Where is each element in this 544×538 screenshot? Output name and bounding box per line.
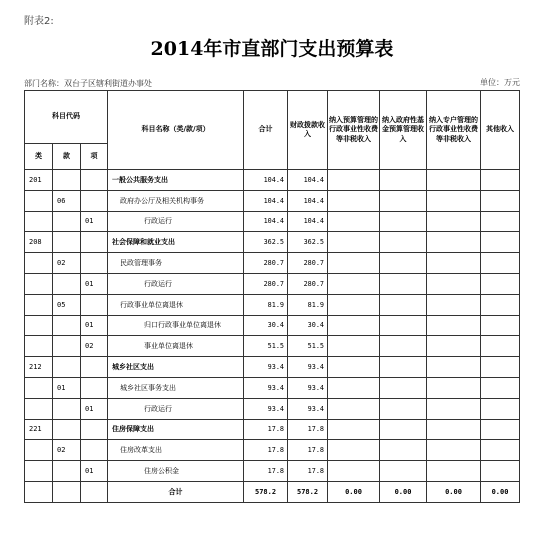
cell-fiscal: 104.4 (288, 170, 328, 191)
attachment-label: 附表2: (24, 16, 54, 27)
cell-special-fiscal (328, 336, 380, 357)
cell-xiang (81, 357, 108, 378)
cell-gov-fund (380, 315, 427, 336)
cell-fiscal: 93.4 (288, 398, 328, 419)
cell-xiang (81, 253, 108, 274)
cell-xiang: 01 (81, 273, 108, 294)
cell-lei (25, 294, 53, 315)
totals-total: 578.2 (244, 481, 288, 502)
cell-gov-fund (380, 190, 427, 211)
cell-total: 81.9 (244, 294, 288, 315)
cell-gov-fund (380, 357, 427, 378)
cell-special-fiscal (328, 315, 380, 336)
cell-special-fiscal (328, 190, 380, 211)
cell-lei (25, 211, 53, 232)
cell-special-fiscal (328, 357, 380, 378)
header-other: 其他收入 (481, 91, 520, 170)
cell-xiang (81, 232, 108, 253)
cell-xiang: 01 (81, 315, 108, 336)
cell-fiscal: 17.8 (288, 419, 328, 440)
cell-lei: 212 (25, 357, 53, 378)
cell-lei (25, 377, 53, 398)
cell-other (481, 315, 520, 336)
cell-special-account (427, 211, 481, 232)
cell-lei: 221 (25, 419, 53, 440)
cell-xiang: 01 (81, 398, 108, 419)
table-row (25, 294, 520, 315)
header-code-group: 科目代码 (25, 91, 108, 144)
cell-lei (25, 440, 53, 461)
cell-special-account (427, 377, 481, 398)
cell-xiang: 01 (81, 211, 108, 232)
table-row (25, 211, 520, 232)
cell-other (481, 398, 520, 419)
cell-lei: 208 (25, 232, 53, 253)
cell-total: 104.4 (244, 211, 288, 232)
cell-xiang: 02 (81, 336, 108, 357)
table-row (25, 315, 520, 336)
cell-other (481, 440, 520, 461)
cell-total: 93.4 (244, 398, 288, 419)
cell-special-account (427, 315, 481, 336)
table-row (25, 232, 520, 253)
cell-special-fiscal (328, 211, 380, 232)
cell-special-fiscal (328, 294, 380, 315)
cell-subject-name: 行政事业单位离退休 (108, 294, 244, 315)
cell-xiang (81, 440, 108, 461)
cell-special-fiscal (328, 253, 380, 274)
totals-label: 合计 (108, 481, 244, 502)
cell-kuan: 02 (53, 440, 81, 461)
cell-special-account (427, 461, 481, 482)
totals-special-fiscal: 0.00 (328, 481, 380, 502)
header-total: 合计 (244, 91, 288, 170)
totals-fiscal: 578.2 (288, 481, 328, 502)
cell-lei (25, 315, 53, 336)
header-xiang: 项 (81, 144, 108, 170)
cell-fiscal: 30.4 (288, 315, 328, 336)
cell-subject-name: 事业单位离退休 (108, 336, 244, 357)
header-name: 科目名称（类/款/项） (108, 91, 244, 170)
cell-subject-name: 行政运行 (108, 211, 244, 232)
table-row (25, 253, 520, 274)
cell-kuan (53, 419, 81, 440)
cell-special-account (427, 357, 481, 378)
cell-xiang (81, 170, 108, 191)
cell-special-account (427, 253, 481, 274)
budget-table (24, 90, 520, 503)
table-row (25, 377, 520, 398)
cell-fiscal: 362.5 (288, 232, 328, 253)
cell-special-account (427, 336, 481, 357)
cell-kuan (53, 232, 81, 253)
totals-row (25, 481, 520, 502)
cell-special-fiscal (328, 398, 380, 419)
cell-kuan (53, 398, 81, 419)
table-row (25, 419, 520, 440)
cell-other (481, 336, 520, 357)
cell-total: 51.5 (244, 336, 288, 357)
header-lei: 类 (25, 144, 53, 170)
header-special-account: 纳入专户管理的行政事业性收费等非税收入 (427, 91, 481, 170)
cell-gov-fund (380, 211, 427, 232)
cell-special-account (427, 419, 481, 440)
cell-lei (25, 336, 53, 357)
cell-subject-name: 归口行政事业单位离退休 (108, 315, 244, 336)
cell-special-account (427, 190, 481, 211)
cell-total: 280.7 (244, 253, 288, 274)
cell-kuan: 01 (53, 377, 81, 398)
cell-lei (25, 273, 53, 294)
cell-gov-fund (380, 440, 427, 461)
cell-kuan (53, 315, 81, 336)
table-row (25, 170, 520, 191)
cell-gov-fund (380, 336, 427, 357)
cell-total: 362.5 (244, 232, 288, 253)
cell-kuan (53, 211, 81, 232)
totals-special-account: 0.00 (427, 481, 481, 502)
cell-other (481, 357, 520, 378)
cell-special-fiscal (328, 440, 380, 461)
cell-subject-name: 政府办公厅及相关机构事务 (108, 190, 244, 211)
cell-special-account (427, 294, 481, 315)
cell-gov-fund (380, 377, 427, 398)
cell-subject-name: 住房公积金 (108, 461, 244, 482)
cell-fiscal: 51.5 (288, 336, 328, 357)
cell-kuan (53, 357, 81, 378)
totals-other: 0.00 (481, 481, 520, 502)
cell-total: 17.8 (244, 461, 288, 482)
cell-subject-name: 城乡社区支出 (108, 357, 244, 378)
cell-special-fiscal (328, 419, 380, 440)
cell-other (481, 273, 520, 294)
cell-fiscal: 104.4 (288, 190, 328, 211)
cell-subject-name: 一般公共服务支出 (108, 170, 244, 191)
cell-subject-name: 民政管理事务 (108, 253, 244, 274)
cell-special-account (427, 232, 481, 253)
cell-special-fiscal (328, 461, 380, 482)
page-title: 2014年市直部门支出预算表 (150, 38, 394, 60)
cell-other (481, 461, 520, 482)
cell-lei: 201 (25, 170, 53, 191)
cell-subject-name: 城乡社区事务支出 (108, 377, 244, 398)
header-fiscal: 财政拨款收入 (288, 91, 328, 170)
cell-kuan (53, 170, 81, 191)
cell-kuan: 02 (53, 253, 81, 274)
cell-other (481, 377, 520, 398)
cell-kuan: 05 (53, 294, 81, 315)
table-row (25, 398, 520, 419)
cell-total: 93.4 (244, 377, 288, 398)
cell-special-fiscal (328, 232, 380, 253)
table-row (25, 273, 520, 294)
table-row (25, 440, 520, 461)
cell-gov-fund (380, 398, 427, 419)
cell-kuan (53, 273, 81, 294)
cell-special-account (427, 170, 481, 191)
cell-subject-name: 行政运行 (108, 398, 244, 419)
totals-gov-fund: 0.00 (380, 481, 427, 502)
table-row (25, 357, 520, 378)
cell-fiscal: 17.8 (288, 461, 328, 482)
cell-lei (25, 190, 53, 211)
cell-special-fiscal (328, 170, 380, 191)
cell-lei (25, 398, 53, 419)
cell-kuan (53, 461, 81, 482)
cell-other (481, 211, 520, 232)
cell-kuan: 06 (53, 190, 81, 211)
cell-other (481, 419, 520, 440)
cell-other (481, 170, 520, 191)
cell-special-fiscal (328, 273, 380, 294)
cell-special-account (427, 398, 481, 419)
cell-subject-name: 社会保障和就业支出 (108, 232, 244, 253)
header-kuan: 款 (53, 144, 81, 170)
unit-label: 单位：万元 (480, 78, 520, 87)
cell-total: 93.4 (244, 357, 288, 378)
cell-fiscal: 280.7 (288, 273, 328, 294)
cell-xiang (81, 377, 108, 398)
cell-total: 104.4 (244, 170, 288, 191)
cell-other (481, 294, 520, 315)
header-gov-fund: 纳入政府性基金预算管理收入 (380, 91, 427, 170)
cell-fiscal: 104.4 (288, 211, 328, 232)
cell-other (481, 253, 520, 274)
header-special-fiscal: 纳入预算管理的行政事业性收费等非税收入 (328, 91, 380, 170)
table-row (25, 461, 520, 482)
cell-total: 30.4 (244, 315, 288, 336)
cell-special-account (427, 273, 481, 294)
cell-fiscal: 280.7 (288, 253, 328, 274)
cell-total: 104.4 (244, 190, 288, 211)
department-label: 部门名称：双台子区辖利街道办事处 (24, 79, 152, 88)
cell-other (481, 232, 520, 253)
cell-lei (25, 253, 53, 274)
cell-xiang (81, 294, 108, 315)
cell-subject-name: 住房改革支出 (108, 440, 244, 461)
cell-gov-fund (380, 170, 427, 191)
cell-gov-fund (380, 232, 427, 253)
cell-gov-fund (380, 419, 427, 440)
cell-total: 17.8 (244, 419, 288, 440)
cell-fiscal: 81.9 (288, 294, 328, 315)
cell-fiscal: 93.4 (288, 357, 328, 378)
table-row (25, 190, 520, 211)
cell-gov-fund (380, 273, 427, 294)
cell-kuan (53, 336, 81, 357)
cell-special-fiscal (328, 377, 380, 398)
cell-xiang: 01 (81, 461, 108, 482)
cell-other (481, 190, 520, 211)
cell-xiang (81, 190, 108, 211)
cell-total: 17.8 (244, 440, 288, 461)
cell-xiang (81, 419, 108, 440)
cell-gov-fund (380, 294, 427, 315)
cell-gov-fund (380, 461, 427, 482)
cell-subject-name: 行政运行 (108, 273, 244, 294)
cell-special-account (427, 440, 481, 461)
cell-subject-name: 住房保障支出 (108, 419, 244, 440)
cell-fiscal: 17.8 (288, 440, 328, 461)
cell-fiscal: 93.4 (288, 377, 328, 398)
cell-total: 280.7 (244, 273, 288, 294)
cell-gov-fund (380, 253, 427, 274)
table-row (25, 336, 520, 357)
cell-lei (25, 461, 53, 482)
